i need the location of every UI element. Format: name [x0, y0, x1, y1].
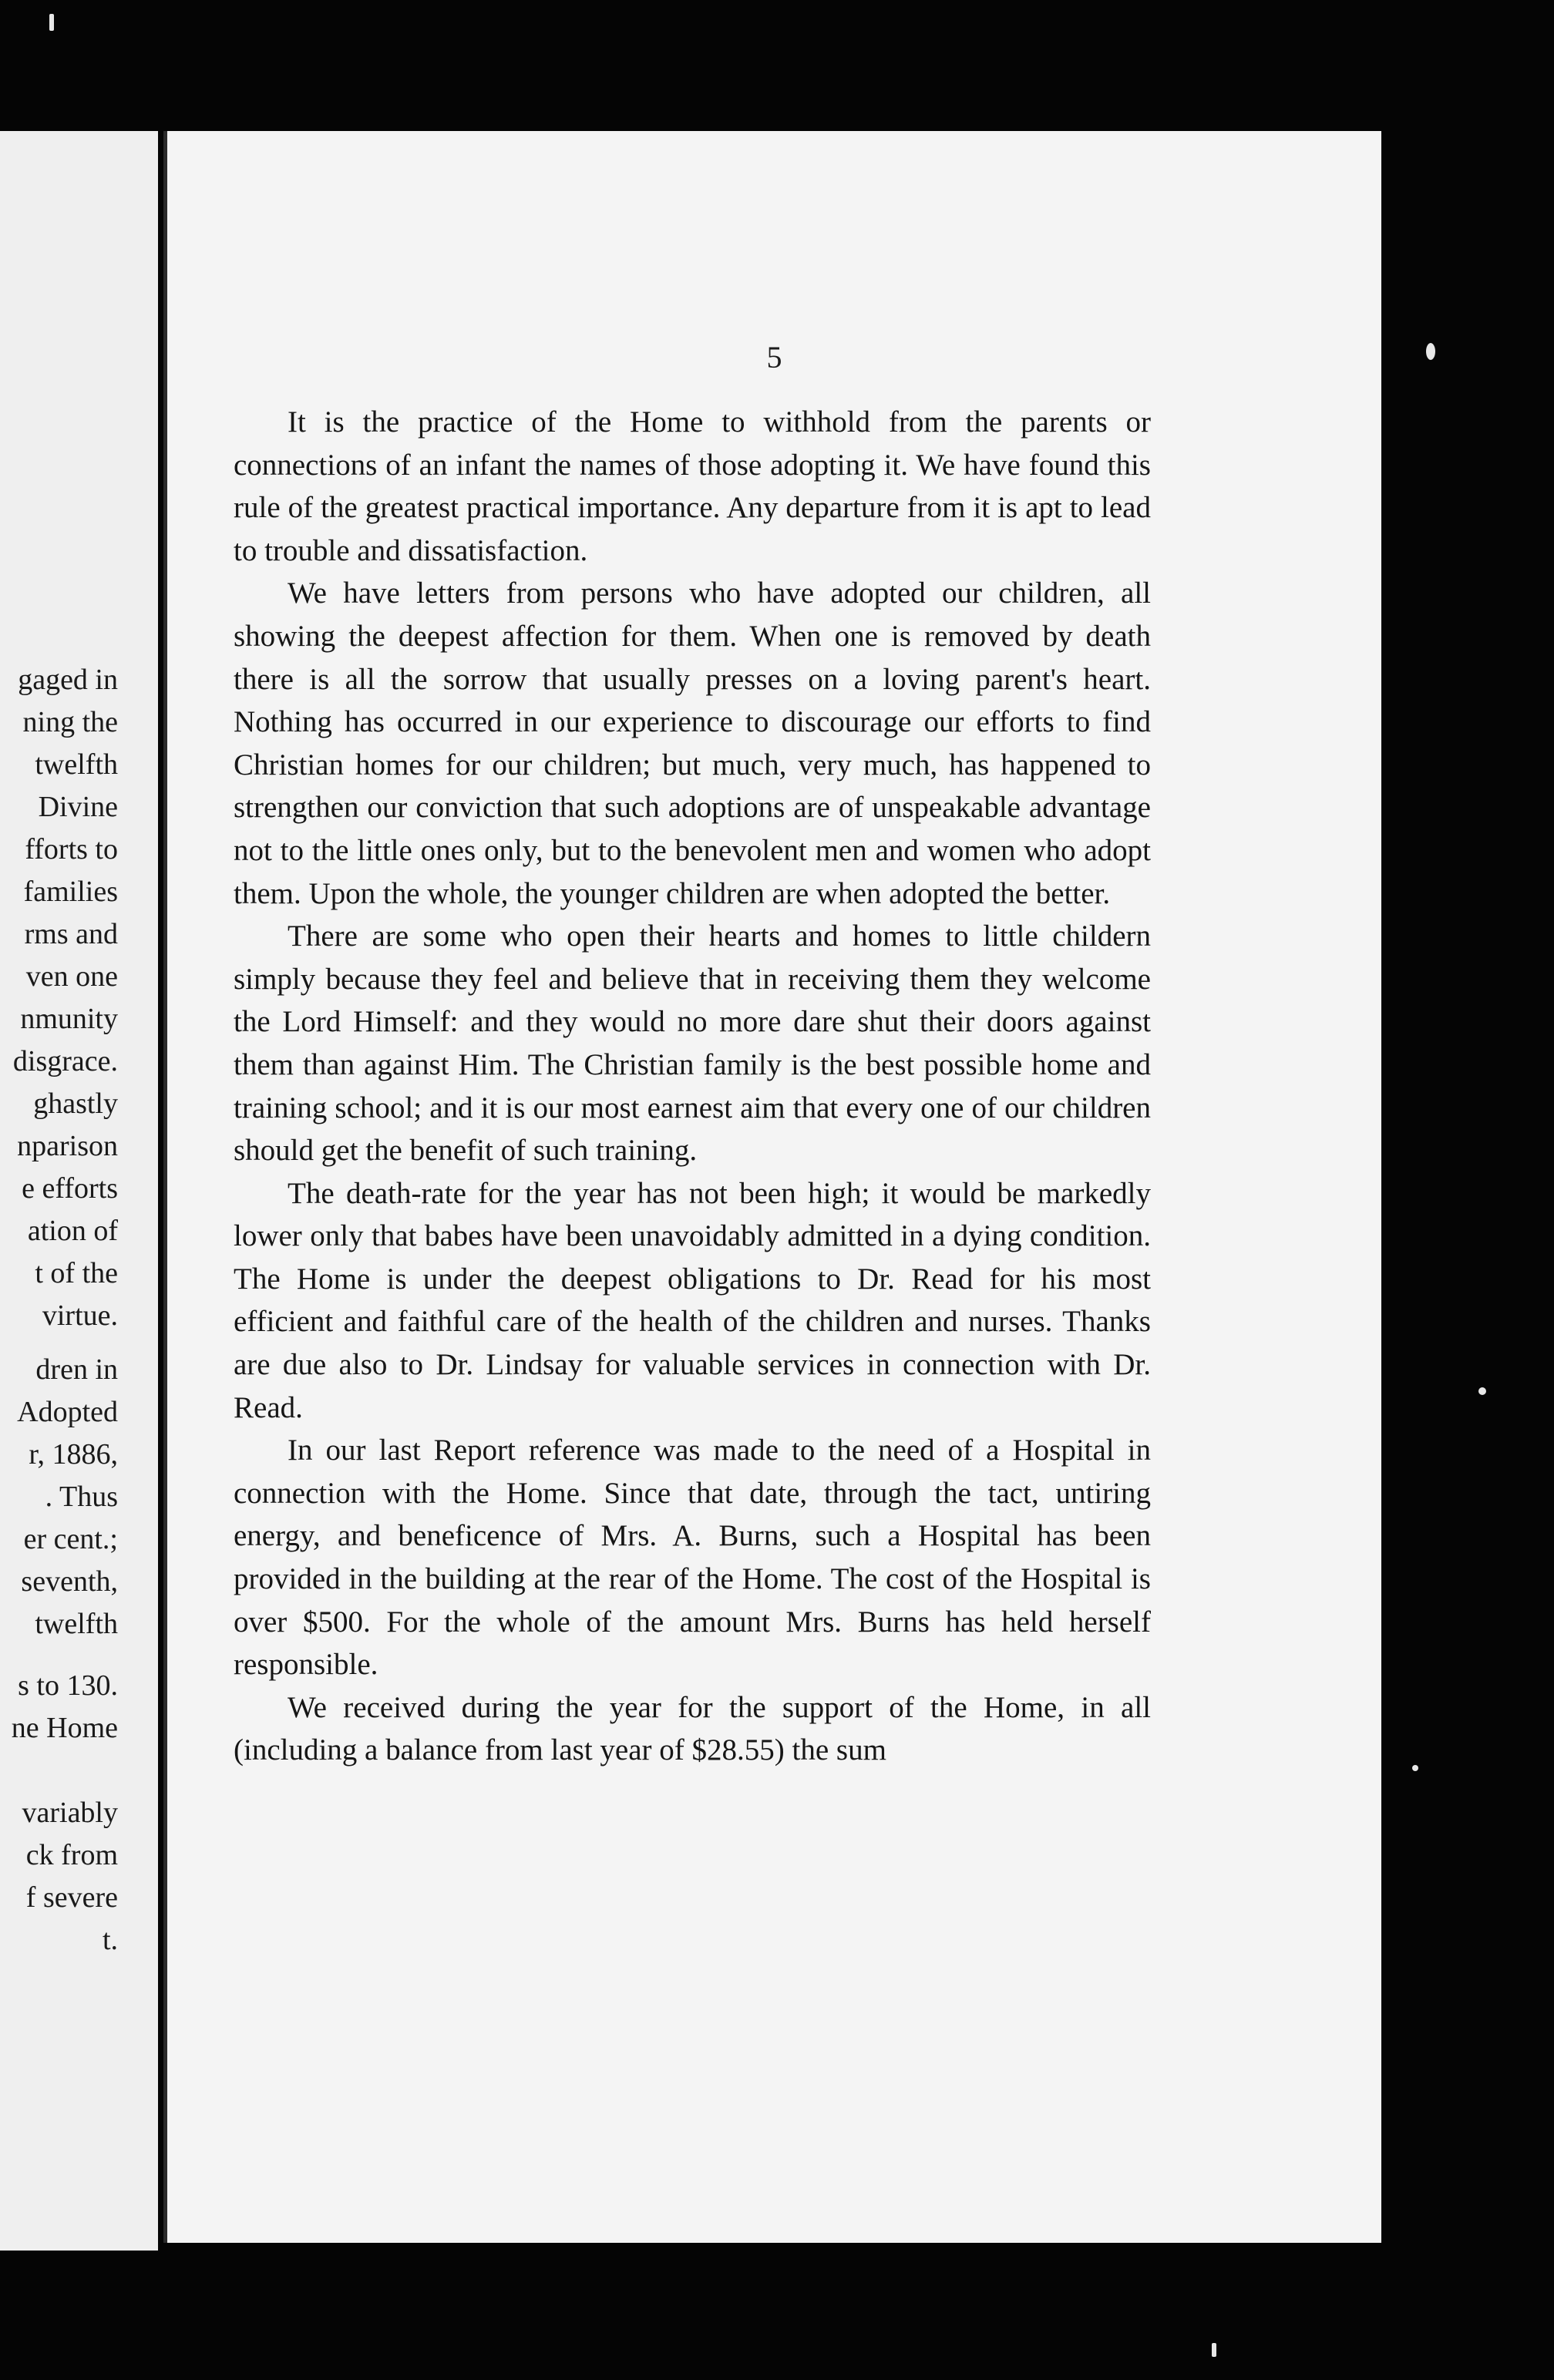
text-line: dren in — [35, 1353, 118, 1386]
text-line: nparison — [17, 1130, 118, 1162]
scan-speck — [1426, 343, 1435, 360]
text-line: disgrace. — [12, 1045, 118, 1077]
paragraph: We have letters from persons who have adopted our children, all showing the deepest affection for them. When one is removed by death there is all the sorrow that usually presses on a loving parent's heart. Nothing has occurred in our experience to discourage our efforts to find Christian homes for our children; but much, very much, has happened to strengthen our conviction that such adoptions are of unspeakable advantage not to the little ones only, but to the benevolent men and women who adopt them. Upon the whole, the younger children are when adopted the better. — [234, 577, 1151, 910]
paragraph: It is the practice of the Home to withhold from the parents or connections of an infant the names of those adopting it. We have found this rule of the greatest practical importance. Any departure from it is apt to lead to trouble and dissatisfaction. — [234, 405, 1151, 567]
text-line: f severe — [25, 1881, 118, 1914]
text-line: ck from — [25, 1839, 118, 1871]
paragraph: The death-rate for the year has not been high; it would be markedly lower only that babes have been unavoidably admitted in a dying condition. The Home is under the deepest obligations to Dr. Read for his most efficient and faithful care of the health of the children and nurses. Thanks are due also to Dr. Lindsay for valuable services in connection with Dr. Read. — [234, 1176, 1151, 1424]
scan-speck — [49, 14, 54, 31]
text-line: fforts to — [25, 833, 118, 866]
scan-speck — [1412, 1765, 1418, 1771]
text-line: seventh, — [21, 1565, 118, 1598]
paragraph: In our last Report reference was made to the need of a Hospital in connection with the Home. Since that date, through the tact, untiring energy, and beneficence of Mrs. A. Burns, such a Hospital has been provided in the building at the rear of the Home. The cost of the Hospital is over $500. For the whole of the amount Mrs. Burns has held herself responsible. — [234, 1434, 1151, 1682]
text-line: families — [23, 876, 118, 908]
text-line: Divine — [38, 791, 118, 823]
text-line: e efforts — [22, 1172, 118, 1205]
text-line: ning the — [22, 706, 118, 738]
text-line: . Thus — [45, 1481, 118, 1513]
scan-speck — [1212, 2343, 1216, 2357]
text-line: t of the — [35, 1257, 118, 1289]
text-line: ven one — [25, 960, 118, 993]
text-line: t. — [102, 1924, 118, 1956]
paragraph: There are some who open their hearts and homes to little childern simply because they feel and believe that in receiving them they welcome the Lord Himself: and they would no more dare shut their doors against them than against Him. The Christian family is the best possible home and training school; and it is our most earnest aim that every one of our children should get the benefit of such training. — [234, 919, 1151, 1168]
text-line: twelfth — [35, 1608, 118, 1640]
text-line: s to 130. — [18, 1669, 118, 1702]
text-line: gaged in — [18, 664, 118, 696]
text-line: ghastly — [33, 1087, 118, 1120]
text-line: er cent.; — [23, 1523, 118, 1555]
text-line: variably — [22, 1797, 118, 1829]
text-line: twelfth — [35, 748, 118, 781]
text-line: ne Home — [11, 1712, 118, 1744]
previous-page-fragment — [0, 131, 158, 2251]
text-line: virtue. — [42, 1299, 118, 1332]
body-text — [234, 401, 1151, 1772]
text-line: Adopted — [17, 1396, 118, 1428]
text-line: nmunity — [20, 1003, 118, 1035]
text-line: r, 1886, — [29, 1438, 118, 1471]
text-line: ation of — [27, 1215, 118, 1247]
paragraph: We received during the year for the support of the Home, in all (including a balance from last year of $28.55) the sum — [234, 1690, 1151, 1767]
document-page — [163, 131, 1381, 2243]
page-number: 5 — [766, 340, 782, 375]
scan-speck — [1478, 1387, 1486, 1395]
text-line: rms and — [24, 918, 118, 950]
